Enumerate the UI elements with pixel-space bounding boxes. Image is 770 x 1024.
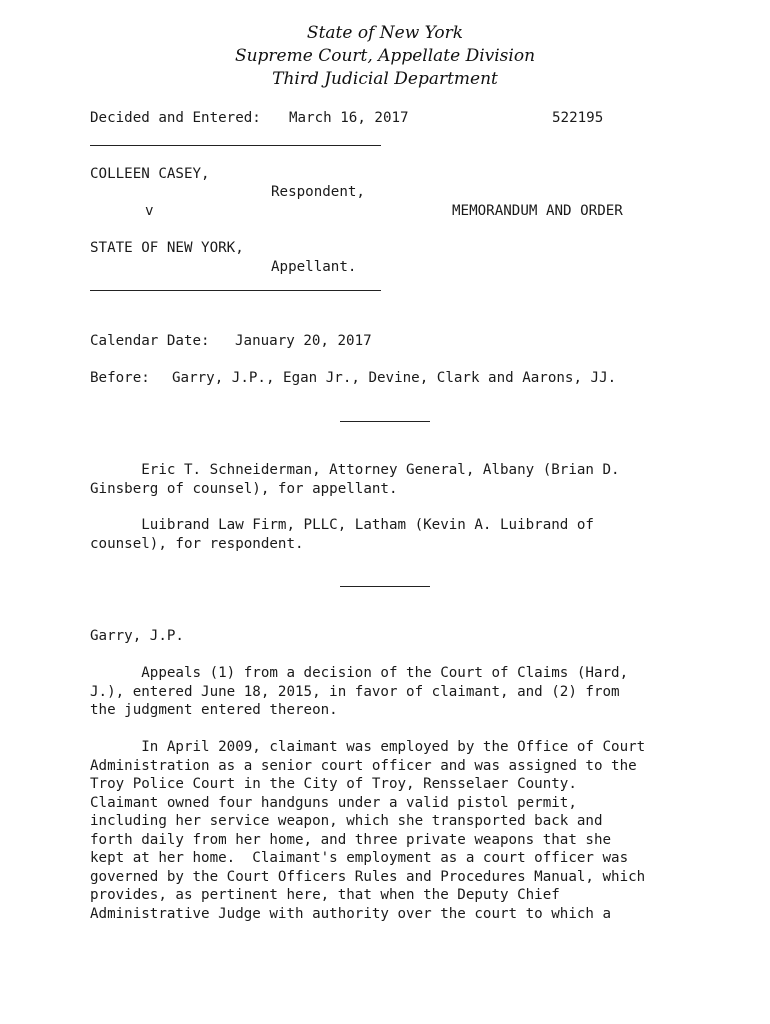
text-line: provides, as pertinent here, that when the Deputy Chief (90, 887, 560, 903)
decided-label: Decided and Entered: (90, 110, 261, 126)
text-line: counsel), for respondent. (90, 535, 304, 552)
text-line: Administrative Judge with authority over the court to which a (90, 905, 612, 922)
text-line: J.), entered June 18, 2015, in favor of claimant, and (2) from (90, 683, 620, 700)
respondent-counsel (90, 516, 690, 553)
plaintiff-name: COLLEEN CASEY, (90, 166, 210, 182)
decided-date: March 16, 2017 (289, 110, 409, 126)
calendar-label: Calendar Date: (90, 333, 210, 349)
text-line: Ginsberg of counsel), for appellant. (90, 480, 398, 497)
text-line: In April 2009, claimant was employed by the Office of Court (90, 739, 646, 755)
plaintiff-role: Respondent, (271, 184, 365, 200)
defendant-name: STATE OF NEW YORK, (90, 240, 244, 256)
versus-marker: v (145, 203, 154, 219)
document-type: MEMORANDUM AND ORDER (452, 203, 623, 219)
section-separator-1 (340, 421, 430, 422)
section-separator-2 (340, 586, 430, 587)
opinion-paragraph-1 (90, 664, 690, 720)
docket-number: 522195 (552, 110, 604, 126)
text-line: Luibrand Law Firm, PLLC, Latham (Kevin A. Luibrand of (90, 517, 594, 533)
text-line: kept at her home. Claimant's employment as a court officer was (90, 850, 629, 866)
opinion-author: Garry, J.P. (90, 628, 184, 644)
text-line: governed by the Court Officers Rules and Procedures Manual, which (90, 868, 646, 885)
text-line: Appeals (1) from a decision of the Court of Claims (Hard, (90, 665, 629, 681)
text-line: forth daily from her home, and three private weapons that she (90, 831, 612, 848)
before-label: Before: (90, 370, 150, 386)
court-state-title: State of New York (306, 23, 464, 43)
opinion-paragraph-2 (90, 738, 690, 923)
calendar-date: January 20, 2017 (235, 333, 372, 349)
text-line: Claimant owned four handguns under a valid pistol permit, (90, 794, 577, 811)
defendant-role: Appellant. (271, 259, 357, 275)
caption-bottom-rule (90, 290, 381, 291)
text-line: Troy Police Court in the City of Troy, Rensselaer County. (90, 776, 577, 792)
text-line: the judgment entered thereon. (90, 702, 338, 718)
appellant-counsel (90, 461, 690, 498)
caption-top-rule (90, 145, 381, 146)
court-name-title: Supreme Court, Appellate Division (234, 46, 536, 66)
text-line: Administration as a senior court officer and was assigned to the (90, 757, 637, 774)
text-line: Eric T. Schneiderman, Attorney General, Albany (Brian D. (90, 462, 620, 478)
panel-judges: Garry, J.P., Egan Jr., Devine, Clark and Aarons, JJ. (172, 370, 617, 386)
text-line: including her service weapon, which she transported back and (90, 813, 603, 829)
court-department-title: Third Judicial Department (272, 69, 498, 89)
